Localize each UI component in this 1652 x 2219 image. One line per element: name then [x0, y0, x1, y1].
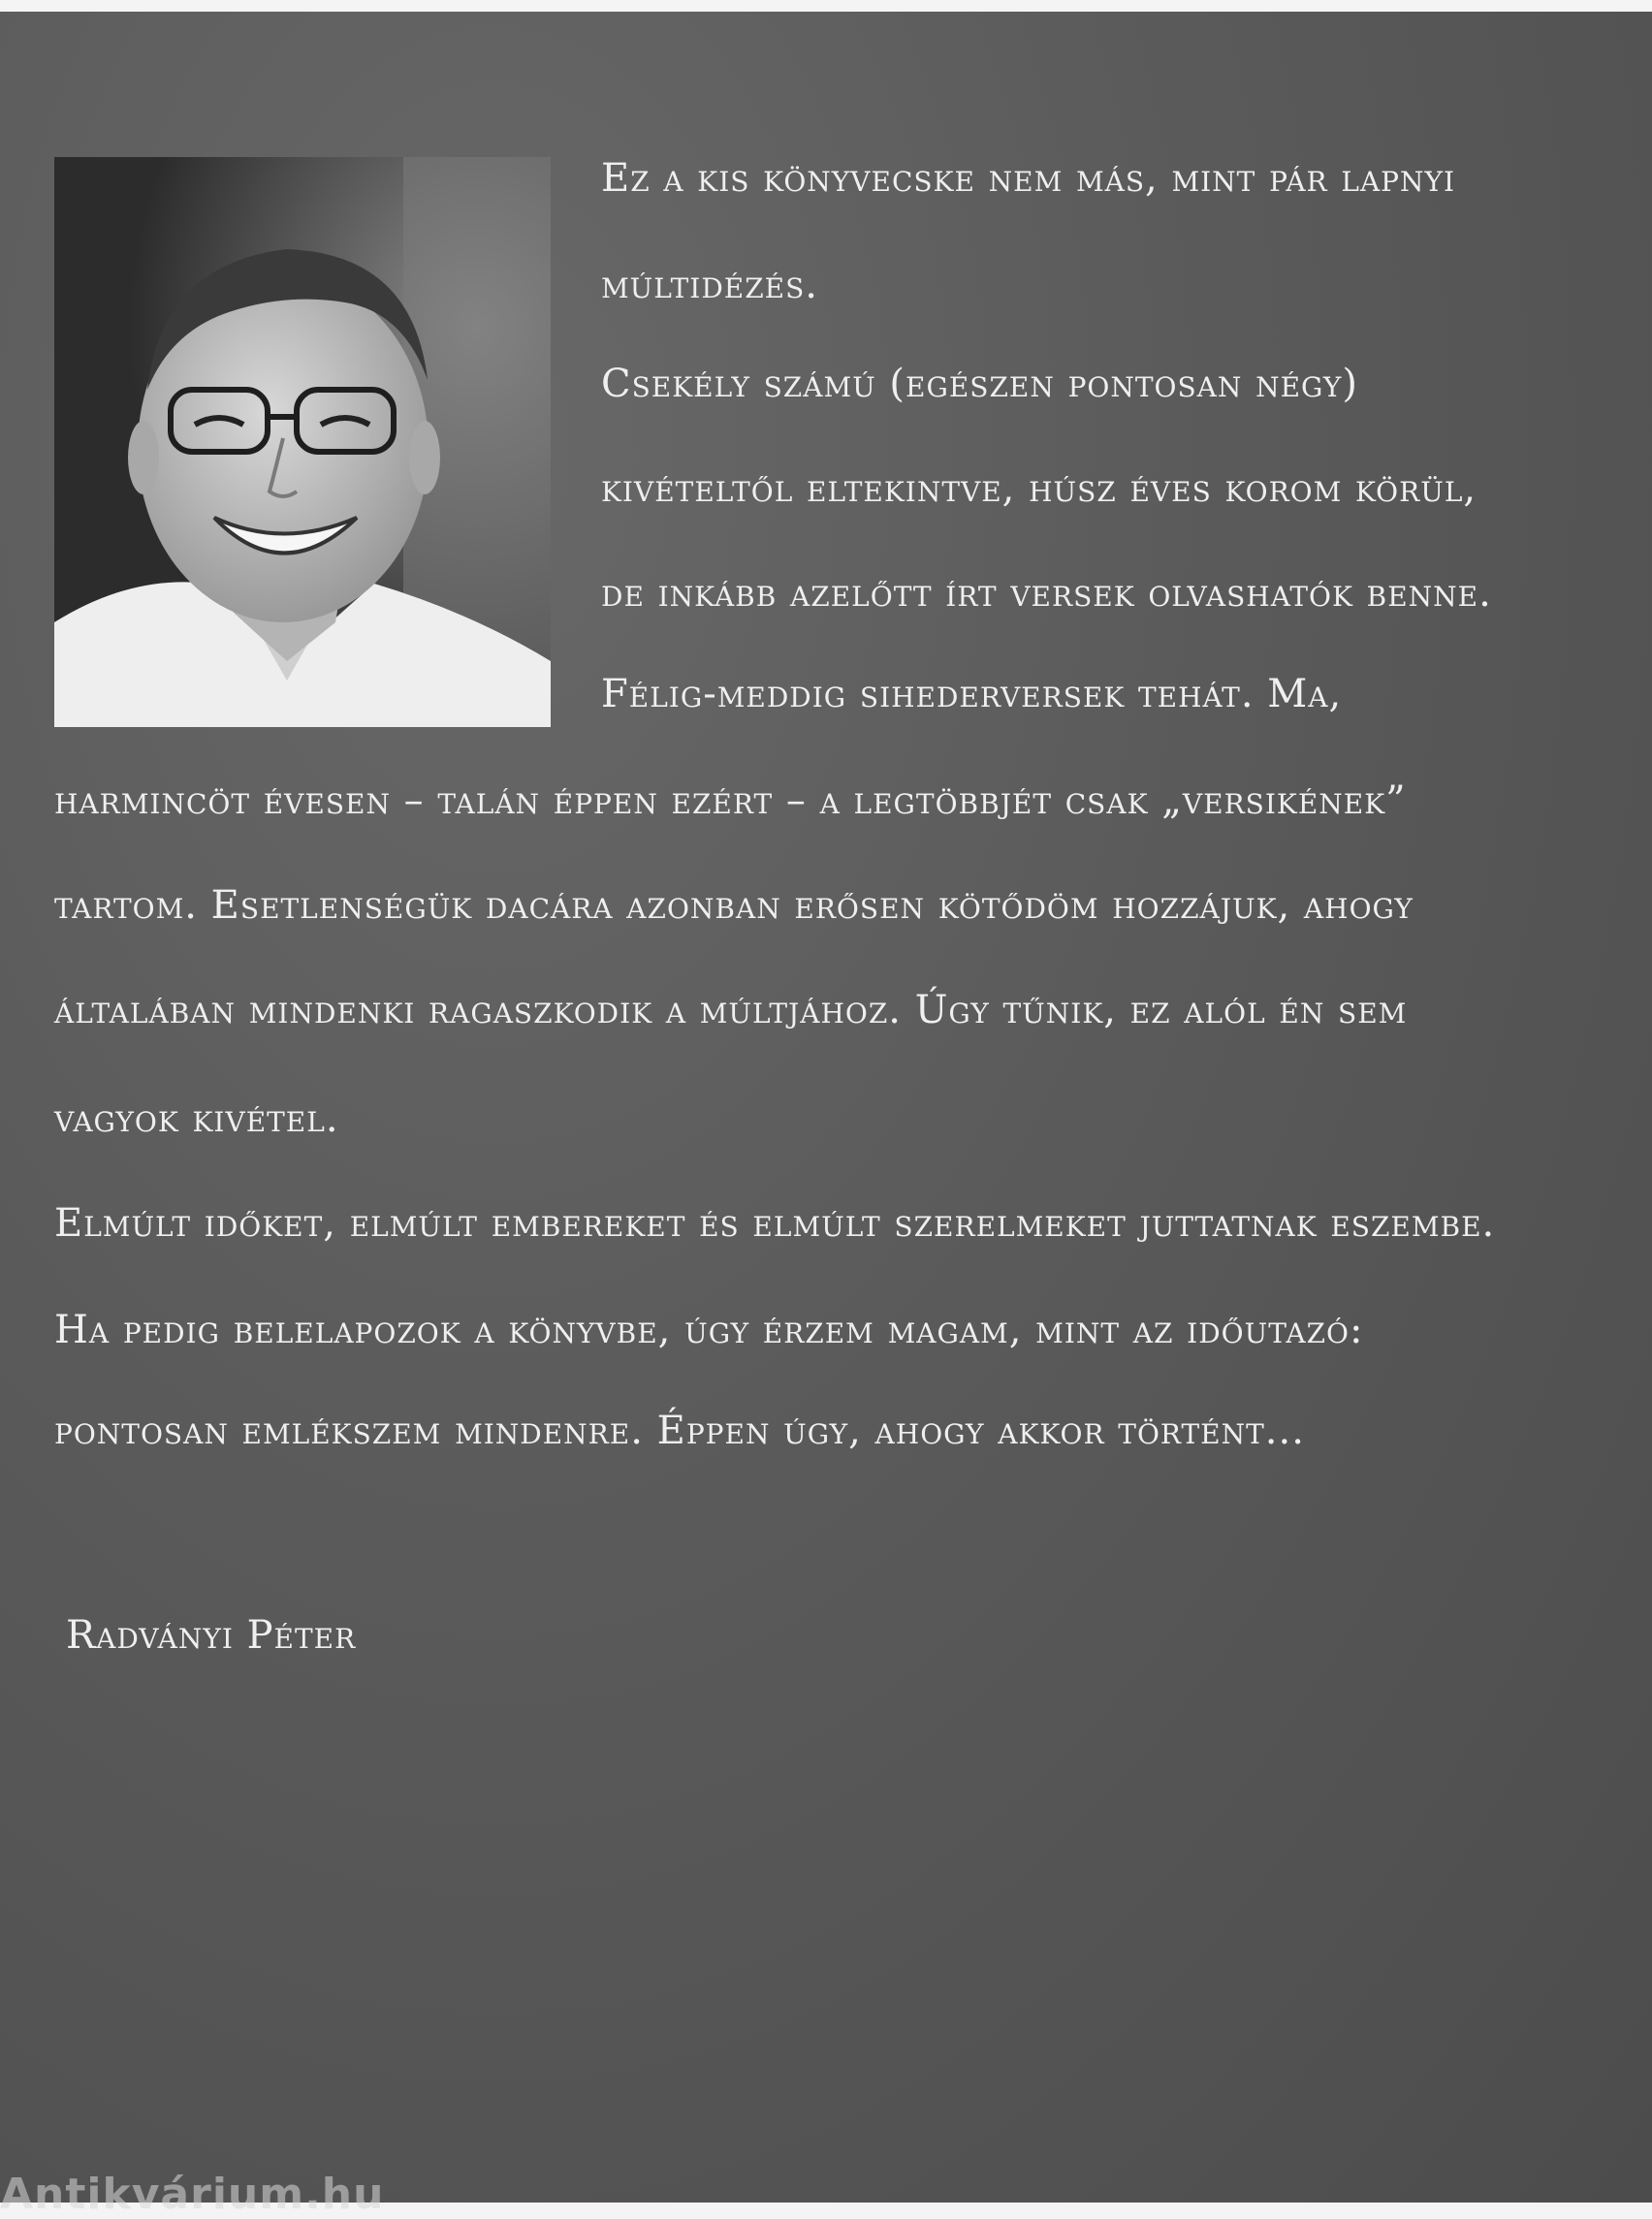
text-line-3: Csekély számú (egészen pontosan négy)	[601, 362, 1359, 406]
portrait-illustration	[54, 157, 551, 727]
text-line-10: vagyok kivétel.	[54, 1096, 339, 1141]
text-line-1: Ez a kis könyvecske nem más, mint pár lapnyi	[601, 156, 1456, 201]
author-photo	[54, 157, 551, 727]
text-line-5: de inkább azelőtt írt versek olvashatók benne.	[601, 571, 1492, 616]
book-back-cover	[0, 12, 1652, 2203]
text-line-8: tartom. Esetlenségük dacára azonban erősen kötődöm hozzájuk, ahogy	[54, 883, 1414, 928]
text-line-6: Félig-meddig sihederversek tehát. Ma,	[601, 672, 1343, 716]
text-line-7: harmincöt évesen – talán éppen ezért – a legtöbbjét csak „versikének”	[54, 778, 1407, 823]
text-line-9: általában mindenki ragaszkodik a múltjához. Úgy tűnik, ez alól én sem	[54, 988, 1408, 1032]
text-line-12: Ha pedig belelapozok a könyvbe, úgy érzem magam, mint az időutazó:	[54, 1308, 1364, 1352]
author-signature: Radványi Péter	[66, 1613, 357, 1658]
watermark-text: Antikvárium.hu	[0, 2170, 385, 2219]
text-line-4: kivételtől eltekintve, húsz éves korom körül,	[601, 466, 1477, 511]
text-line-13: pontosan emlékszem mindenre. Éppen úgy, ahogy akkor történt...	[54, 1409, 1305, 1453]
text-line-2: múltidézés.	[601, 263, 818, 307]
text-line-11: Elmúlt időket, elmúlt embereket és elmúlt szerelmeket juttatnak eszembe.	[54, 1201, 1496, 1246]
